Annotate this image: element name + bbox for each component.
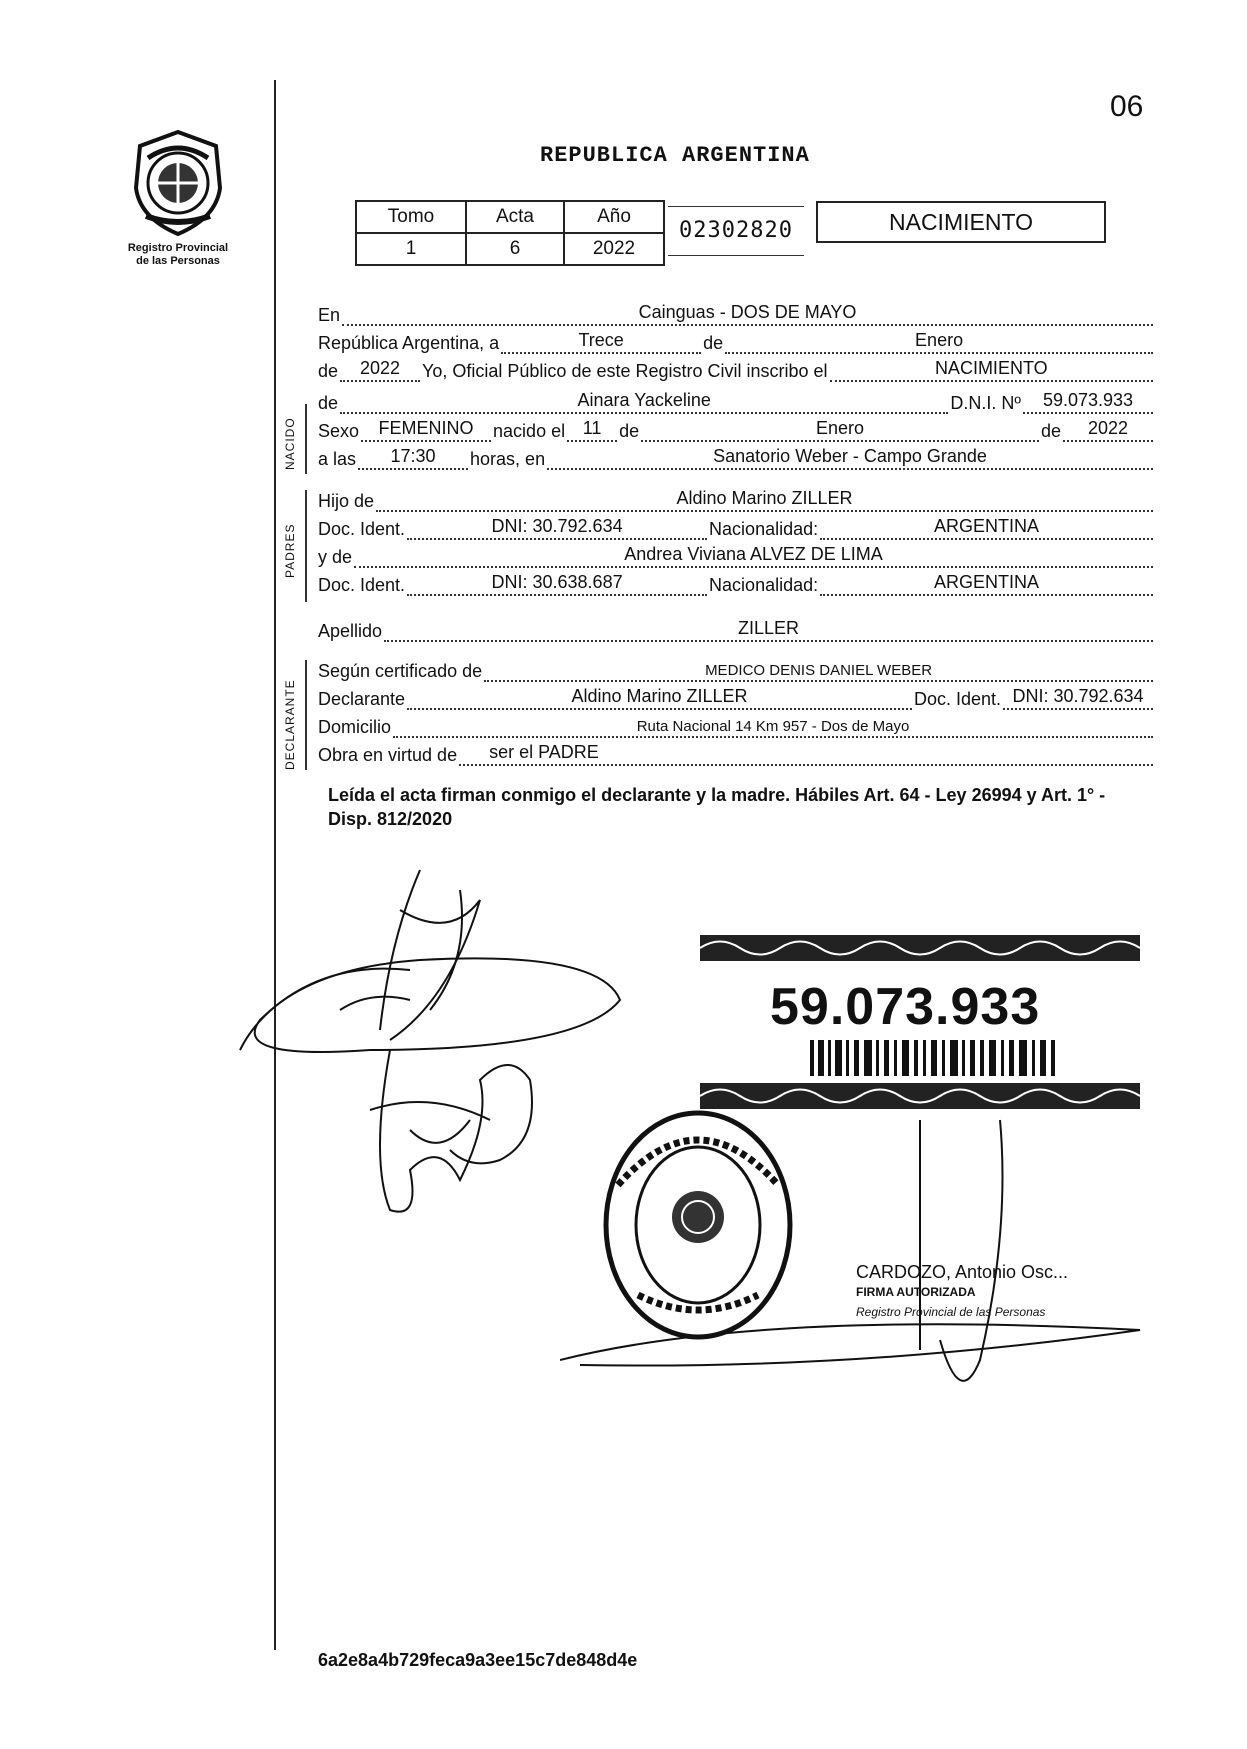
tomo-header: Tomo xyxy=(356,201,466,233)
padres-bar xyxy=(305,490,307,602)
authority-name: CARDOZO, Antonio Osc... xyxy=(856,1262,1069,1282)
declarante-bar xyxy=(305,660,307,770)
security-band-top xyxy=(700,935,1140,961)
dni-value: 59.073.933 xyxy=(1042,390,1134,410)
official-signature xyxy=(560,1110,1160,1410)
registry-caption: Registro Provincial de las Personas xyxy=(127,242,229,267)
acta-header: Acta xyxy=(466,201,564,233)
row-madre-doc: Doc. Ident. DNI: 30.638.687 Nacionalidad: ARGENTINA xyxy=(318,570,1155,596)
madre-signature xyxy=(350,1010,570,1240)
obra-value: ser el PADRE xyxy=(489,742,599,762)
row-padre-doc: Doc. Ident. DNI: 30.792.634 Nacionalidad: ARGENTINA xyxy=(318,514,1155,540)
row-sexo: Sexo FEMENINO nacido el 11 de Enero de 2022 xyxy=(318,416,1155,442)
madre-doc: DNI: 30.638.687 xyxy=(491,572,623,592)
day-value: Trece xyxy=(578,330,624,350)
domicilio-value: Ruta Nacional 14 Km 957 - Dos de Mayo xyxy=(636,718,910,735)
tomo-value: 1 xyxy=(356,233,466,265)
row-declarante: Declarante Aldino Marino ZILLER Doc. Ident. DNI: 30.792.634 xyxy=(318,684,1155,710)
birth-day: 11 xyxy=(582,418,602,438)
row-hora: a las 17:30 horas, en Sanatorio Weber - Campo Grande xyxy=(318,444,1155,470)
provincial-seal-icon xyxy=(128,128,228,238)
document-hash: 6a2e8a4b729feca9a3ee15c7de848d4e xyxy=(318,1650,638,1670)
row-obra: Obra en virtud de ser el PADRE xyxy=(318,740,1155,766)
en-value: Cainguas - DOS DE MAYO xyxy=(638,302,857,322)
record-value-row xyxy=(356,233,664,265)
dni-barcode-stamp xyxy=(700,935,1140,1110)
document-title: REPUBLICA ARGENTINA xyxy=(540,143,810,168)
row-fecha: República Argentina, a Trece de Enero xyxy=(318,328,1155,354)
nacido-bar xyxy=(305,404,307,474)
record-header-row xyxy=(356,201,664,233)
ano-value: 2022 xyxy=(564,233,664,265)
birth-month: Enero xyxy=(816,418,865,438)
padre-nac: ARGENTINA xyxy=(934,516,1040,536)
declarante-doc: DNI: 30.792.634 xyxy=(1012,686,1144,706)
year-value: 2022 xyxy=(360,358,401,378)
padres-tab: PADRES xyxy=(283,523,297,578)
row-en: En Cainguas - DOS DE MAYO xyxy=(318,300,1155,326)
name-value: Ainara Yackeline xyxy=(577,390,711,410)
madre-value: Andrea Viviana ALVEZ DE LIMA xyxy=(624,544,883,564)
apellido-value: ZILLER xyxy=(738,618,800,638)
padre-value: Aldino Marino ZILLER xyxy=(676,488,853,508)
acta-value: 6 xyxy=(466,233,564,265)
legal-note: Leída el acta firman conmigo el declarante y la madre. Hábiles Art. 64 - Ley 26994 y Art. 1° - Disp. 812/2020 xyxy=(328,785,1106,829)
page-number: 06 xyxy=(1110,90,1144,123)
dni-stamp-number: 59.073.933 xyxy=(770,978,1041,1036)
authority-entity: Registro Provincial de las Personas xyxy=(856,1305,1046,1319)
ano-header: Año xyxy=(564,201,664,233)
madre-nac: ARGENTINA xyxy=(934,572,1040,592)
sexo-value: FEMENINO xyxy=(378,418,474,438)
record-table xyxy=(355,200,665,266)
declarante-value: Aldino Marino ZILLER xyxy=(571,686,748,706)
row-certificado: Según certificado de MEDICO DENIS DANIEL WEBER xyxy=(318,656,1155,682)
row-nombre: de Ainara Yackeline D.N.I. Nº 59.073.933 xyxy=(318,388,1155,414)
serial-number: 02302820 xyxy=(668,206,804,256)
record-type: NACIMIENTO xyxy=(816,201,1106,243)
hora-value: 17:30 xyxy=(390,446,436,466)
birth-year: 2022 xyxy=(1087,418,1129,438)
padre-doc: DNI: 30.792.634 xyxy=(491,516,623,536)
row-padre: Hijo de Aldino Marino ZILLER xyxy=(318,486,1155,512)
nacido-tab: NACIDO xyxy=(283,417,297,470)
row-domicilio: Domicilio Ruta Nacional 14 Km 957 - Dos de Mayo xyxy=(318,712,1155,738)
row-madre: y de Andrea Viviana ALVEZ DE LIMA xyxy=(318,542,1155,568)
lugar-value: Sanatorio Weber - Campo Grande xyxy=(713,446,987,466)
row-inscribo: de 2022 Yo, Oficial Público de este Registro Civil inscribo el NACIMIENTO xyxy=(318,356,1155,382)
month-value: Enero xyxy=(915,330,964,350)
barcode-icon xyxy=(810,1040,1060,1076)
declarante-tab: DECLARANTE xyxy=(283,679,297,770)
certificado-value: MEDICO DENIS DANIEL WEBER xyxy=(705,662,933,679)
inscribe-value: NACIMIENTO xyxy=(934,358,1048,378)
row-apellido: Apellido ZILLER xyxy=(318,616,1155,642)
authority-role: FIRMA AUTORIZADA xyxy=(856,1285,976,1299)
